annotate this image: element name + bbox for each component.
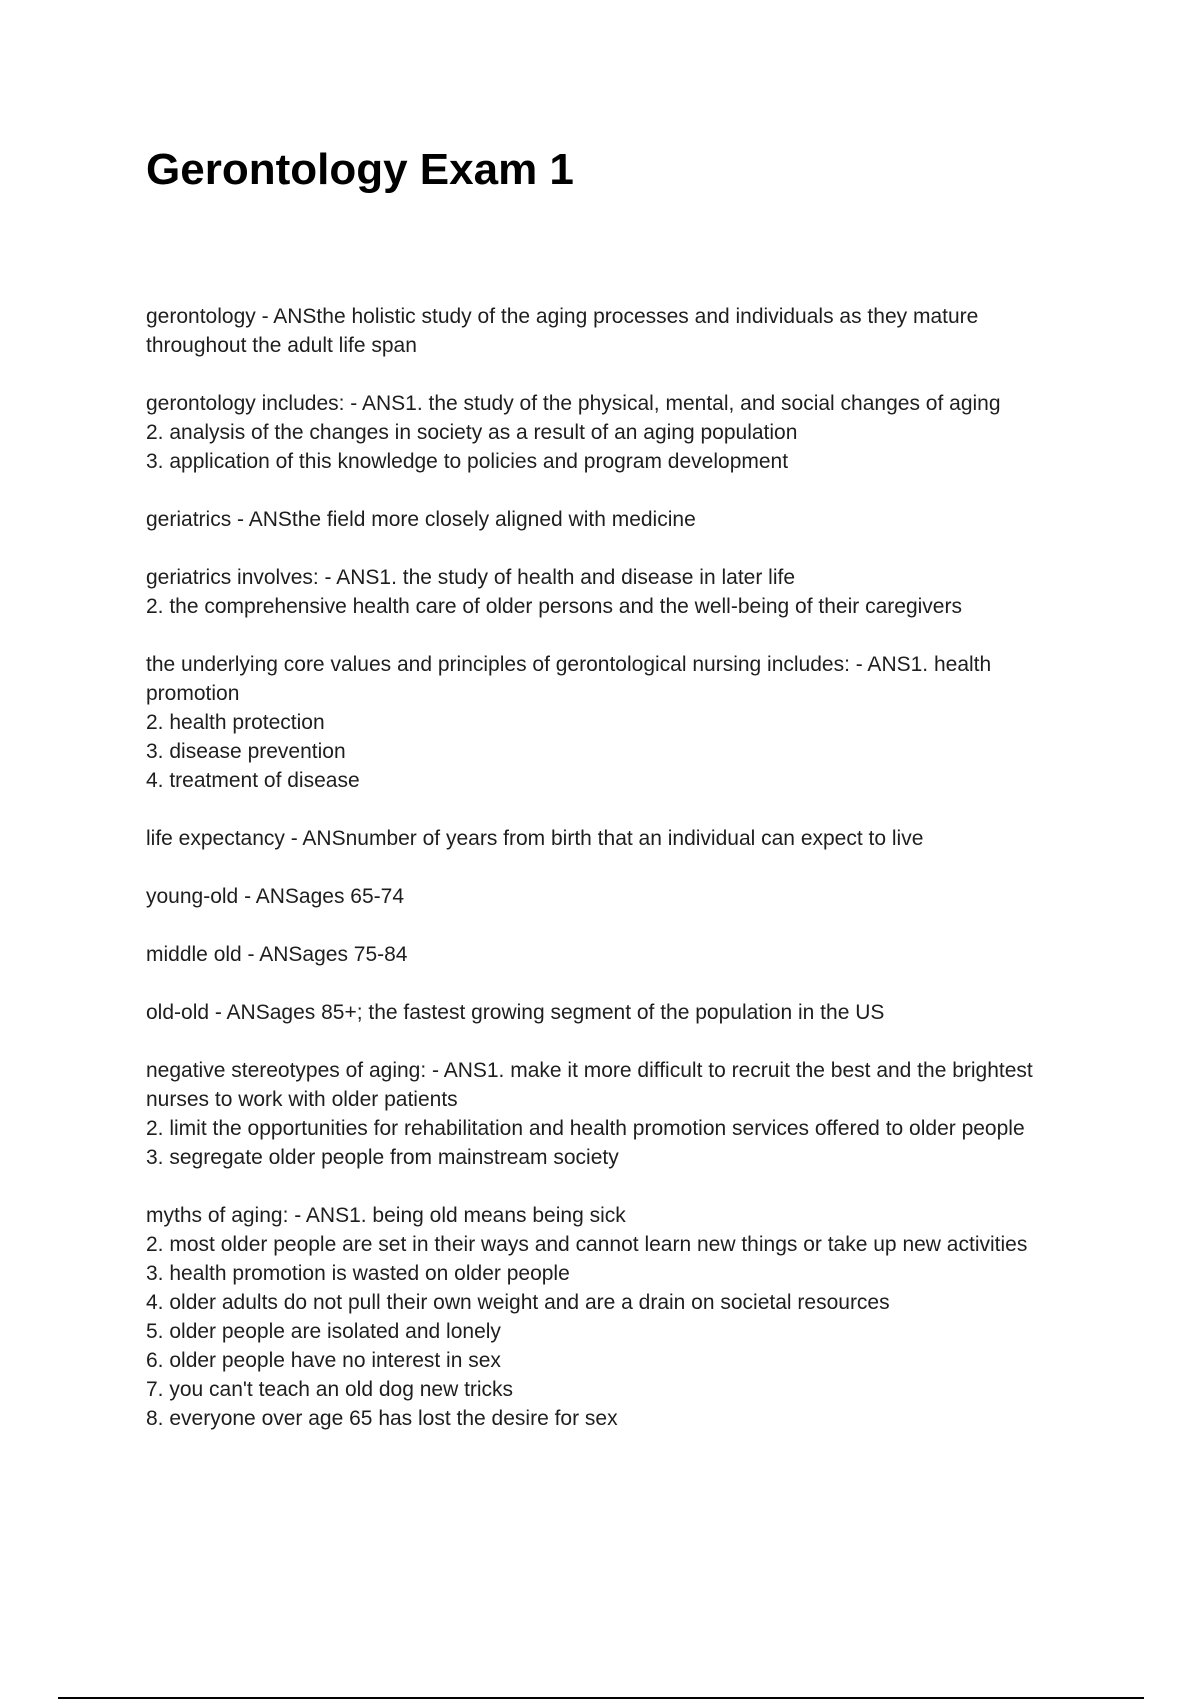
page-bottom-rule: [58, 1697, 1144, 1699]
entry-line: geriatrics - ANSthe field more closely aligned with medicine: [146, 508, 696, 531]
entry-line: old-old - ANSages 85+; the fastest growing segment of the population in the US: [146, 1001, 885, 1024]
entry-line: gerontology includes: - ANS1. the study of the physical, mental, and social changes of aging: [146, 392, 1001, 415]
entry-line: 3. application of this knowledge to policies and program development: [146, 450, 789, 473]
flashcard-entry: [146, 824, 1076, 853]
entry-line: 4. older adults do not pull their own weight and are a drain on societal resources: [146, 1291, 890, 1314]
entry-line: negative stereotypes of aging: - ANS1. make it more difficult to recruit the best and the brightest nurses to work with older patients: [146, 1059, 1033, 1111]
entry-line: geriatrics involves: - ANS1. the study of health and disease in later life: [146, 566, 796, 589]
entry-line: 7. you can't teach an old dog new tricks: [146, 1378, 514, 1401]
flashcard-entry: [146, 1056, 1076, 1172]
entry-line: myths of aging: - ANS1. being old means being sick: [146, 1204, 626, 1227]
entry-line: gerontology - ANSthe holistic study of the aging processes and individuals as they mature throughout the adult life span: [146, 305, 979, 357]
flashcard-entry: [146, 1201, 1076, 1433]
entry-line: 3. disease prevention: [146, 740, 346, 763]
entry-line: 4. treatment of disease: [146, 769, 360, 792]
document-title: Gerontology Exam 1: [146, 145, 574, 194]
entry-line: 2. analysis of the changes in society as a result of an aging population: [146, 421, 798, 444]
entry-line: life expectancy - ANSnumber of years from birth that an individual can expect to live: [146, 827, 924, 850]
flashcard-entry: [146, 882, 1076, 911]
entry-line: middle old - ANSages 75-84: [146, 943, 408, 966]
flashcard-entry: [146, 302, 1076, 360]
entry-line: 3. health promotion is wasted on older people: [146, 1262, 570, 1285]
flashcard-entry: [146, 505, 1076, 534]
entry-line: 2. health protection: [146, 711, 325, 734]
flashcard-list: [146, 302, 1076, 1462]
entry-line: young-old - ANSages 65-74: [146, 885, 404, 908]
entry-line: 6. older people have no interest in sex: [146, 1349, 501, 1372]
entry-line: the underlying core values and principles of gerontological nursing includes: - ANS1. health promotion: [146, 653, 992, 705]
entry-line: 5. older people are isolated and lonely: [146, 1320, 501, 1343]
flashcard-entry: [146, 650, 1076, 795]
entry-line: 8. everyone over age 65 has lost the desire for sex: [146, 1407, 618, 1430]
entry-line: 2. limit the opportunities for rehabilitation and health promotion services offered to older people: [146, 1117, 1025, 1140]
flashcard-entry: [146, 940, 1076, 969]
flashcard-entry: [146, 389, 1076, 476]
flashcard-entry: [146, 563, 1076, 621]
entry-line: 2. most older people are set in their ways and cannot learn new things or take up new activities: [146, 1233, 1028, 1256]
entry-line: 2. the comprehensive health care of older persons and the well-being of their caregivers: [146, 595, 962, 618]
entry-line: 3. segregate older people from mainstream society: [146, 1146, 619, 1169]
flashcard-entry: [146, 998, 1076, 1027]
